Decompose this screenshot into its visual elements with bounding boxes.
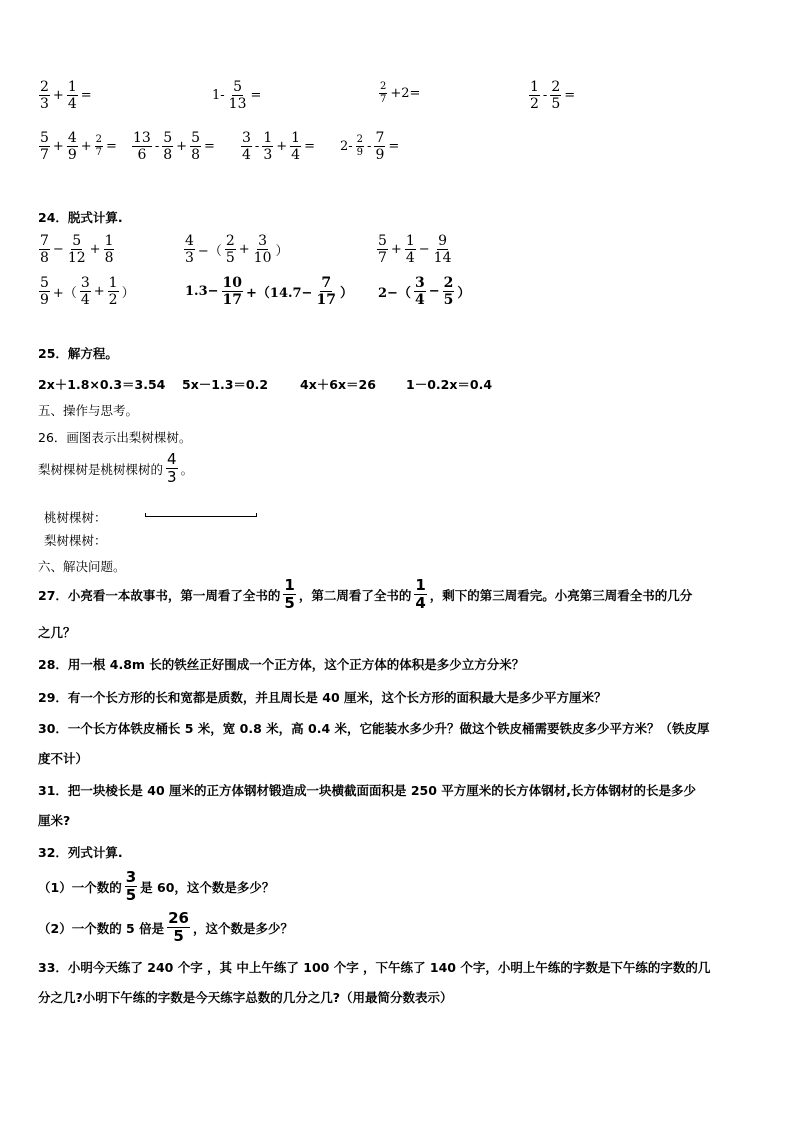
fraction <box>550 80 561 111</box>
fraction <box>125 870 137 903</box>
fraction <box>228 80 248 111</box>
denominator: 4 <box>414 292 425 308</box>
denominator: 14 <box>433 250 452 266</box>
fraction <box>39 80 50 111</box>
q30-line1: 30．一个长方体铁皮桶长 5 米，宽 0.8 米，高 0.4 米，它能装水多少升？做这个铁皮桶需要铁皮多少平方米？（铁皮厚 <box>38 721 710 736</box>
operator: 1- <box>212 88 225 103</box>
denominator: 9 <box>40 292 49 308</box>
q24-expr <box>38 276 135 307</box>
q33-line1: 33．小明今天练了 240 个字 ，其 中上午练了 100 个字 ，下午练了 140 个字，小明上午练的字数是下午练的字数的几 <box>38 960 711 975</box>
fraction <box>95 135 103 158</box>
fraction <box>67 80 78 111</box>
numerator: 4 <box>185 233 194 249</box>
numerator: 1 <box>104 233 114 249</box>
operator: +（14.7− <box>246 286 313 301</box>
denominator: 3 <box>167 468 177 486</box>
q24-expr <box>38 234 115 265</box>
operator: + <box>52 88 64 103</box>
operator: = <box>304 139 315 154</box>
denominator: 2 <box>530 96 539 112</box>
fraction <box>443 276 455 307</box>
operator: −（ <box>197 244 222 259</box>
fraction <box>379 82 387 105</box>
numerator: 7 <box>321 275 332 291</box>
fraction <box>39 276 50 307</box>
q32-part1 <box>38 870 274 903</box>
fraction <box>433 234 453 265</box>
operator: + <box>93 284 105 299</box>
denominator: 8 <box>40 250 49 266</box>
numerator: 2 <box>225 233 235 249</box>
operator: + <box>52 139 64 154</box>
denominator: 17 <box>222 292 242 308</box>
q24-title: 24．脱式计算. <box>38 210 123 225</box>
q33-line2: 分之几?小明下午练的字数是今天练字总数的几分之几?（用最简分数表示） <box>38 990 453 1005</box>
denominator: 5 <box>551 96 561 112</box>
q24-expr <box>185 276 353 307</box>
operator: = <box>388 139 400 154</box>
numerator: 1 <box>530 79 539 95</box>
equation: 2x＋1.8×0.3＝3.54 <box>38 377 166 392</box>
q31-line1: 31．把一块棱长是 40 厘米的正方体钢材锻造成一块横截面面积是 250 平方厘米的长方体钢材,长方体钢材的长是多少 <box>38 783 697 798</box>
calc-item <box>38 131 117 162</box>
denominator: 9 <box>375 147 385 163</box>
fraction <box>166 452 178 485</box>
denominator: 7 <box>40 147 49 163</box>
numerator: 3 <box>414 275 425 291</box>
fraction <box>241 131 252 162</box>
operator: +（ <box>52 286 77 301</box>
denominator: 5 <box>125 886 137 904</box>
operator: + <box>238 242 250 257</box>
denominator: 2 <box>108 292 118 308</box>
operator: = <box>564 88 576 103</box>
fraction <box>190 131 201 162</box>
fraction <box>80 276 91 307</box>
denominator: 6 <box>137 147 147 163</box>
numerator: 26 <box>168 909 189 927</box>
denominator: 9 <box>356 147 364 158</box>
numerator: 5 <box>40 130 49 146</box>
fraction <box>377 234 388 265</box>
q32-title: 32．列式计算. <box>38 845 123 860</box>
operator: ） <box>457 286 471 301</box>
denominator: 13 <box>228 96 247 112</box>
operator: + <box>80 139 92 154</box>
numerator: 1 <box>405 233 415 249</box>
section-heading: 五、操作与思考。 <box>38 403 139 418</box>
fraction <box>67 131 78 162</box>
operator: + <box>276 139 288 154</box>
operator: ） <box>339 286 353 301</box>
peach-label: 桃树棵树： <box>44 510 107 525</box>
fraction <box>356 135 364 158</box>
numerator: 3 <box>258 233 268 249</box>
denominator: 8 <box>191 147 200 163</box>
numerator: 4 <box>67 130 77 146</box>
denominator: 8 <box>104 250 114 266</box>
numerator: 10 <box>222 275 242 291</box>
q25-title: 25．解方程。 <box>38 346 118 361</box>
q30-line2: 度不计） <box>38 751 89 766</box>
denominator: 5 <box>225 250 235 266</box>
calc-item <box>240 131 315 162</box>
numerator: 9 <box>438 233 448 249</box>
numerator: 1 <box>263 130 273 146</box>
q26-title: 26．画图表示出梨树棵树。 <box>38 430 192 445</box>
operator: - <box>254 139 260 154</box>
q29: 29．有一个长方形的长和宽都是质数，并且周长是 40 厘米，这个长方形的面积最大是多少平方厘米？ <box>38 690 607 705</box>
fraction <box>167 911 190 944</box>
denominator: 7 <box>95 147 103 158</box>
fraction <box>414 276 426 307</box>
q31-line2: 厘米? <box>38 813 71 828</box>
numerator: 1 <box>284 576 295 594</box>
question-text: （1）一个数的 <box>38 879 122 895</box>
calc-item <box>378 82 420 105</box>
numerator: 1 <box>67 79 77 95</box>
fraction <box>414 578 426 611</box>
segment-tick <box>145 513 146 517</box>
fraction <box>529 80 540 111</box>
statement-text: 梨树棵树是桃树棵树的 <box>38 461 164 477</box>
operator: 1.3− <box>185 284 219 299</box>
operator: +2= <box>390 86 421 101</box>
peach-segment <box>145 516 256 517</box>
q27-line1 <box>38 578 692 611</box>
numerator: 2 <box>40 79 49 95</box>
fraction <box>283 578 295 611</box>
operator: = <box>203 139 215 154</box>
segment-tick <box>256 513 257 517</box>
numerator: 7 <box>40 233 49 249</box>
operator: + <box>390 242 402 257</box>
fraction <box>225 234 236 265</box>
denominator: 10 <box>253 250 272 266</box>
operator: + <box>89 242 101 257</box>
fraction <box>184 234 195 265</box>
operator: - <box>367 139 372 154</box>
fraction <box>104 234 115 265</box>
numerator: 2 <box>443 275 454 291</box>
numerator: 5 <box>40 275 49 291</box>
denominator: 4 <box>67 96 77 112</box>
denominator: 4 <box>80 292 90 308</box>
fraction <box>405 234 416 265</box>
fraction <box>39 131 50 162</box>
q28: 28．用一根 4.8m 长的铁丝正好围成一个正方体，这个正方体的体积是多少立方分米？ <box>38 657 525 672</box>
denominator: 5 <box>284 594 295 612</box>
equation: 5x－1.3＝0.2 <box>182 377 269 392</box>
fraction <box>315 276 336 307</box>
operator: − <box>418 242 430 257</box>
question-text: （2）一个数的 5 倍是 <box>38 920 165 936</box>
fraction <box>108 276 119 307</box>
pear-label: 梨树棵树： <box>44 533 107 548</box>
q26-statement <box>38 452 193 485</box>
numerator: 3 <box>80 275 90 291</box>
fraction <box>290 131 301 162</box>
operator: − <box>428 284 440 299</box>
fraction <box>253 234 273 265</box>
question-text: 是 60，这个数是多少？ <box>140 879 275 895</box>
denominator: 5 <box>173 927 184 945</box>
denominator: 9 <box>67 147 77 163</box>
calc-item <box>340 131 399 162</box>
numerator: 5 <box>191 130 200 146</box>
q24-expr <box>376 234 453 265</box>
denominator: 3 <box>40 96 49 112</box>
fraction <box>162 131 173 162</box>
question-text: 27．小亮看一本故事书，第一周看了全书的 <box>38 587 281 603</box>
q27-line2: 之几？ <box>38 625 76 640</box>
numerator: 1 <box>415 576 426 594</box>
denominator: 17 <box>316 292 336 308</box>
denominator: 7 <box>378 250 387 266</box>
denominator: 5 <box>443 292 454 308</box>
fraction <box>374 131 385 162</box>
operator: = <box>250 88 262 103</box>
operator: + <box>176 139 188 154</box>
numerator: 5 <box>72 233 82 249</box>
fraction <box>132 131 152 162</box>
numerator: 1 <box>291 130 301 146</box>
calc-item <box>528 80 575 111</box>
denominator: 4 <box>291 147 301 163</box>
operator: 2−（ <box>378 286 411 301</box>
numerator: 2 <box>95 134 103 145</box>
numerator: 13 <box>133 130 151 146</box>
numerator: 4 <box>167 450 177 468</box>
denominator: 4 <box>405 250 415 266</box>
operator: - <box>154 139 160 154</box>
fraction <box>39 234 50 265</box>
denominator: 7 <box>380 94 387 105</box>
question-text: ，这个数是多少？ <box>192 920 293 936</box>
numerator: 1 <box>108 275 118 291</box>
numerator: 3 <box>242 130 251 146</box>
numerator: 5 <box>378 233 387 249</box>
equation: 4x＋6x＝26 <box>300 377 376 392</box>
operator: - <box>542 88 548 103</box>
calc-item <box>131 131 215 162</box>
q24-expr <box>183 234 289 265</box>
denominator: 12 <box>67 250 86 266</box>
denominator: 8 <box>163 147 173 163</box>
question-text: ，剩下的第三周看完。小亮第三周看全书的几分 <box>429 587 693 603</box>
numerator: 5 <box>233 79 243 95</box>
fraction <box>262 131 273 162</box>
operator: = <box>80 88 92 103</box>
fraction <box>222 276 243 307</box>
calc-item <box>38 80 92 111</box>
denominator: 4 <box>415 594 426 612</box>
statement-text: 。 <box>180 461 194 477</box>
operator: = <box>106 139 117 154</box>
equation: 1－0.2x＝0.4 <box>406 377 493 392</box>
operator: ） <box>275 244 289 259</box>
fraction <box>67 234 87 265</box>
numerator: 2 <box>356 134 364 145</box>
q24-expr <box>378 276 470 307</box>
operator: ） <box>121 286 135 301</box>
numerator: 7 <box>375 130 385 146</box>
operator: 2- <box>340 139 353 154</box>
section-heading: 六、解决问题。 <box>38 559 126 574</box>
denominator: 3 <box>185 250 194 266</box>
numerator: 5 <box>163 130 173 146</box>
q32-part2 <box>38 911 293 944</box>
numerator: 2 <box>551 79 561 95</box>
operator: − <box>52 242 64 257</box>
denominator: 4 <box>242 147 251 163</box>
question-text: ，第二周看了全书的 <box>298 587 412 603</box>
numerator: 3 <box>125 868 137 886</box>
calc-item <box>212 80 261 111</box>
numerator: 2 <box>380 81 387 92</box>
denominator: 3 <box>263 147 273 163</box>
